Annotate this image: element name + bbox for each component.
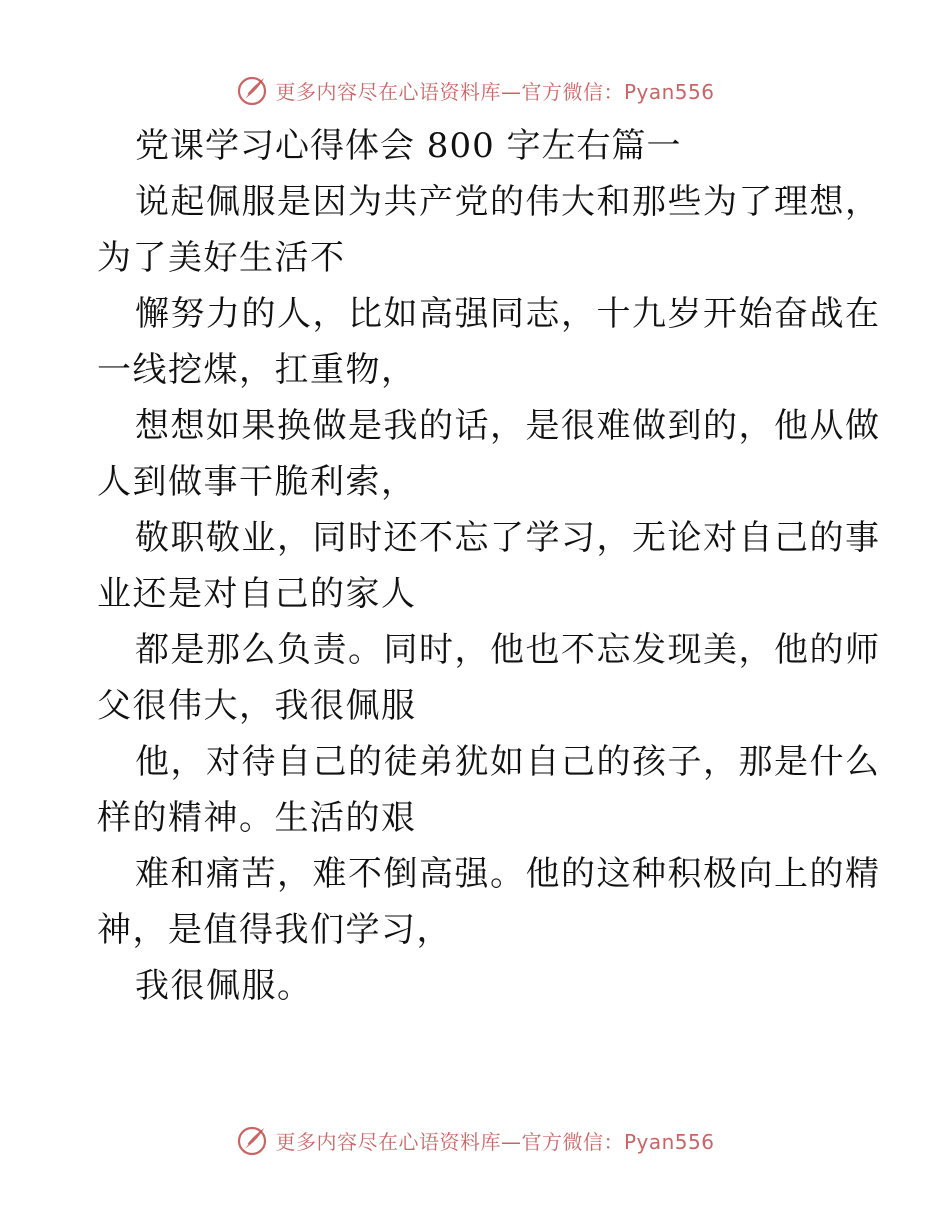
document-title: 党课学习心得体会 800 字左右篇一 (135, 126, 682, 166)
paragraph-line: 说起佩服是因为共产党的伟大和那些为了理想， (135, 182, 881, 222)
paragraph-line: 他，对待自己的徒弟犹如自己的孩子，那是什么 (135, 742, 881, 782)
watermark-text: 更多内容尽在心语资料库—官方微信：Pyan556 (275, 79, 715, 104)
watermark-text: 更多内容尽在心语资料库—官方微信：Pyan556 (275, 1129, 715, 1154)
paragraph-line: 敬职敬业，同时还不忘了学习，无论对自己的事 (135, 518, 881, 558)
quill-pen-logo-icon (235, 73, 269, 107)
paragraph-line: 父很伟大，我很佩服 (97, 686, 417, 726)
paragraph-line: 想想如果换做是我的话，是很难做到的，他从做 (135, 406, 881, 446)
document-body (97, 118, 881, 1014)
footer-watermark (0, 1120, 950, 1160)
header-watermark (0, 70, 950, 110)
paragraph-line: 神，是值得我们学习， (97, 910, 452, 950)
paragraph-line: 我很佩服。 (135, 966, 313, 1006)
paragraph-line: 为了美好生活不 (97, 238, 346, 278)
paragraph-line: 一线挖煤，扛重物， (97, 350, 417, 390)
paragraph-line: 难和痛苦，难不倒高强。他的这种积极向上的精 (135, 854, 881, 894)
quill-pen-logo-icon (235, 1123, 269, 1157)
paragraph-line: 人到做事干脆利索， (97, 462, 417, 502)
paragraph-line: 样的精神。生活的艰 (97, 798, 417, 838)
paragraph-line: 业还是对自己的家人 (97, 574, 417, 614)
paragraph-line: 懈努力的人，比如高强同志，十九岁开始奋战在 (135, 294, 881, 334)
paragraph-line: 都是那么负责。同时，他也不忘发现美，他的师 (135, 630, 881, 670)
